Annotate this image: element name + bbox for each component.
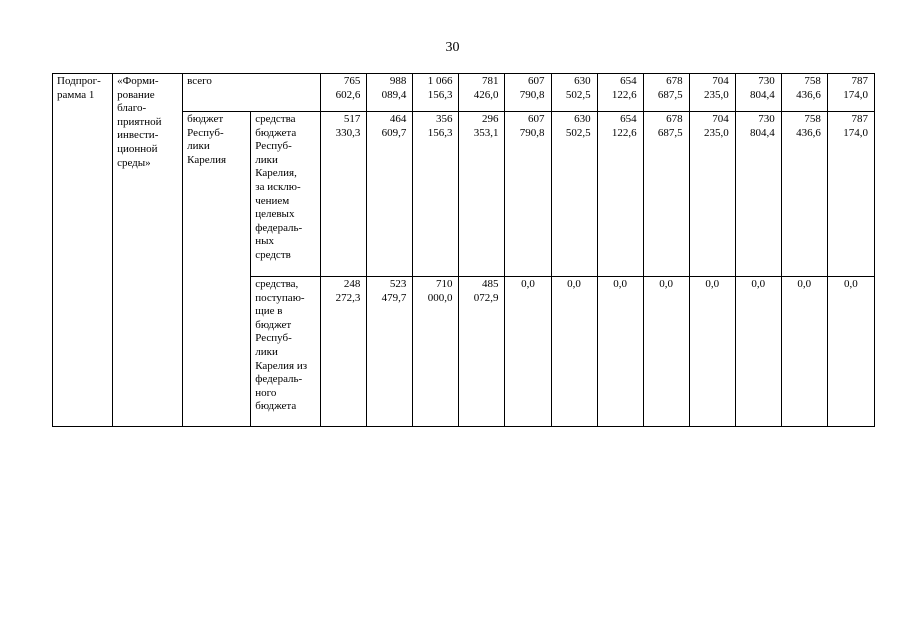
- value-cell: 710 000,0: [413, 277, 459, 427]
- table-row-total: [53, 74, 875, 112]
- budget-group-cell: бюджет Респуб- лики Карелия: [183, 112, 251, 427]
- value-cell: 0,0: [827, 277, 874, 427]
- value-cell: 485 072,9: [459, 277, 505, 427]
- value-cell: 523 479,7: [367, 277, 413, 427]
- value-cell: 704 235,0: [689, 112, 735, 277]
- value-cell: 607 790,8: [505, 74, 551, 112]
- value-cell: 0,0: [597, 277, 643, 427]
- value-cell: 356 156,3: [413, 112, 459, 277]
- value-cell: 248 272,3: [321, 277, 367, 427]
- value-cell: 730 804,4: [735, 74, 781, 112]
- value-cell: 296 353,1: [459, 112, 505, 277]
- value-cell: 0,0: [781, 277, 827, 427]
- value-cell: 781 426,0: [459, 74, 505, 112]
- value-cell: 730 804,4: [735, 112, 781, 277]
- value-cell: 607 790,8: [505, 112, 551, 277]
- value-cell: 678 687,5: [643, 112, 689, 277]
- value-cell: 654 122,6: [597, 112, 643, 277]
- page-number: 30: [445, 40, 460, 55]
- value-cell: 678 687,5: [643, 74, 689, 112]
- value-cell: 0,0: [643, 277, 689, 427]
- value-cell: 1 066 156,3: [413, 74, 459, 112]
- total-label-cell: всего: [183, 74, 321, 112]
- value-cell: 787 174,0: [827, 74, 874, 112]
- value-cell: 758 436,6: [781, 112, 827, 277]
- value-cell: 464 609,7: [367, 112, 413, 277]
- value-cell: 630 502,5: [551, 74, 597, 112]
- value-cell: 787 174,0: [827, 112, 874, 277]
- value-cell: 630 502,5: [551, 112, 597, 277]
- value-cell: 758 436,6: [781, 74, 827, 112]
- program-type-cell: Подпрог- рамма 1: [53, 74, 113, 427]
- value-cell: 0,0: [689, 277, 735, 427]
- value-cell: 988 089,4: [367, 74, 413, 112]
- value-cell: 654 122,6: [597, 74, 643, 112]
- value-cell: 517 330,3: [321, 112, 367, 277]
- value-cell: 704 235,0: [689, 74, 735, 112]
- value-cell: 0,0: [551, 277, 597, 427]
- budget-table: [52, 73, 875, 427]
- value-cell: 0,0: [735, 277, 781, 427]
- value-cell: 0,0: [505, 277, 551, 427]
- federal-funds-label-cell: средства, поступаю- щие в бюджет Респуб- лики Карелия из федераль- ного бюджета: [251, 277, 321, 427]
- local-funds-label-cell: средства бюджета Респуб- лики Карелия, за исклю- чением целевых федераль- ных средств: [251, 112, 321, 277]
- program-name-cell: «Форми- рование благо- приятной инвести- ционной среды»: [113, 74, 183, 427]
- value-cell: 765 602,6: [321, 74, 367, 112]
